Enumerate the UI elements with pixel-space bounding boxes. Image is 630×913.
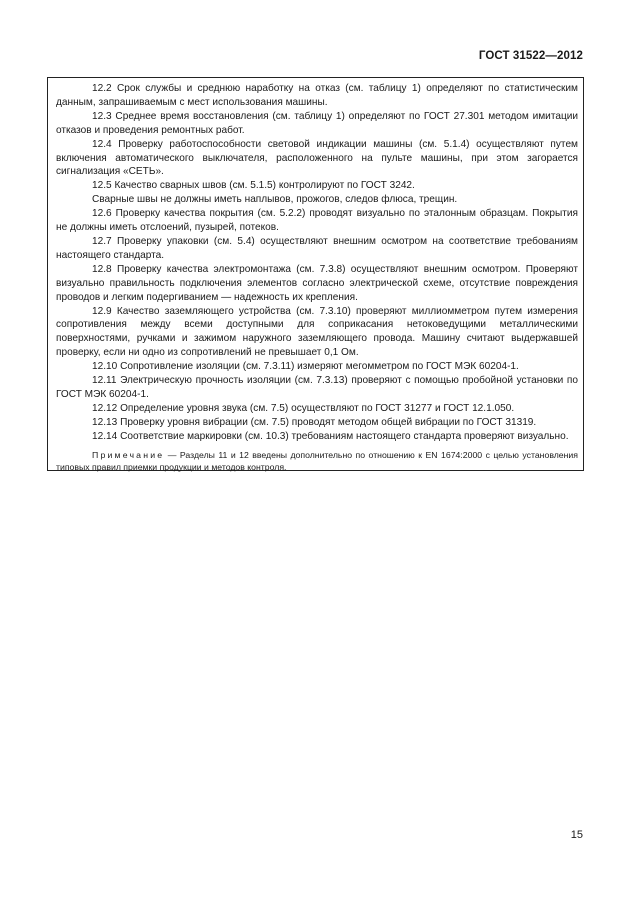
paragraph-12-11: 12.11 Электрическую прочность изоляции (см. 7.3.13) проверяют с помощью пробойной установки по ГОСТ МЭК 60204-1.	[56, 375, 578, 400]
paragraph-12-6: 12.6 Проверку качества покрытия (см. 5.2.2) проводят визуально по эталонным образцам. Покрытия не должны иметь отслоений, пузырей, потеков.	[56, 208, 578, 234]
page-number: 15	[570, 829, 583, 841]
document-header: ГОСТ 31522—2012	[478, 50, 583, 62]
paragraph-12-7: 12.7 Проверку упаковки (см. 5.4) осуществляют внешним осмотром на соответствие требованиям настоящего стандарта.	[56, 235, 578, 261]
paragraph-12-8: 12.8 Проверку качества электромонтажа (см. 7.3.8) осуществляют внешним осмотром. Проверяют визуально правильность подключения элементов согласно электрической схеме, отсутствие повреждения проводов и легким подергиванием — надежность их крепления.	[56, 263, 578, 303]
paragraph-12-9: 12.9 Качество заземляющего устройства (см. 7.3.10) проверяют миллиомметром путем измерения сопротивления между всеми доступными для соприкасания нетоковедущими металлическими поверхностями, ручками и зажимом наружного заземляющего провода. Машину считают выдержавшей проверку, если ни одно из сопротивлений не превышает 0,1 Ом.	[56, 305, 578, 359]
paragraph-12-4: 12.4 Проверку работоспособности световой индикации машины (см. 5.1.4) осуществляют путем включения автоматического выключателя, расположенного на пульте машины, при этом загорается сигнализация «СЕТЬ».	[56, 138, 578, 178]
paragraph-12-12: 12.12 Определение уровня звука (см. 7.5) осуществляют по ГОСТ 31277 и ГОСТ 12.1.050.	[92, 402, 515, 414]
paragraph-welds: Сварные швы не должны иметь наплывов, прожогов, следов флюса, трещин.	[92, 194, 458, 206]
paragraph-12-10: 12.10 Сопротивление изоляции (см. 7.3.11) измеряют мегомметром по ГОСТ МЭК 60204-1.	[92, 361, 519, 373]
note-label: Примечание	[92, 449, 165, 460]
note	[56, 449, 578, 474]
paragraph-12-5: 12.5 Качество сварных швов (см. 5.1.5) контролируют по ГОСТ 3242.	[92, 180, 415, 192]
paragraph-12-14: 12.14 Соответствие маркировки (см. 10.3) требованиям настоящего стандарта проверяют визуально.	[92, 430, 569, 442]
paragraph-12-3: 12.3 Среднее время восстановления (см. таблицу 1) определяют по ГОСТ 27.301 методом имитации отказов и проведения ремонтных работ.	[56, 110, 578, 136]
paragraph-12-13: 12.13 Проверку уровня вибрации (см. 7.5) проводят методом общей вибрации по ГОСТ 31319.	[92, 416, 537, 428]
content-frame	[47, 77, 584, 471]
paragraph-12-2: 12.2 Срок службы и среднюю наработку на отказ (см. таблицу 1) определяют по статистическим данным, запрашиваемым с мест использования машины.	[56, 83, 578, 108]
note-text: — Разделы 11 и 12 введены дополнительно по отношению к EN 1674:2000 с целью установления типовых правил приемки продукции и методов контроля.	[56, 449, 578, 473]
